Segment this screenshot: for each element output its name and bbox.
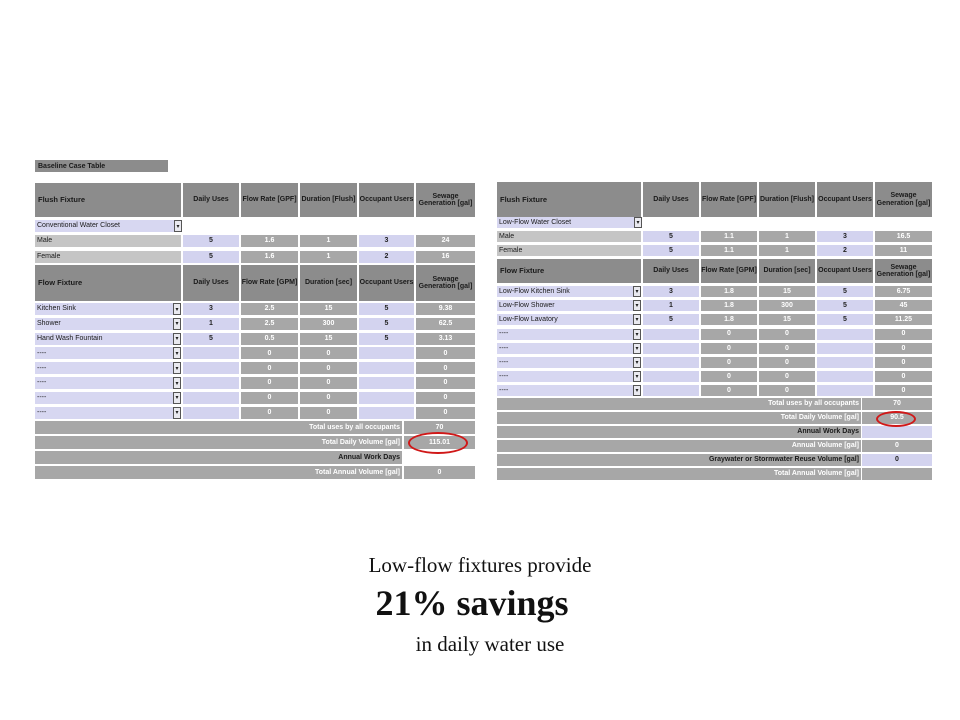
totals-value xyxy=(862,468,932,480)
flow-row-daily-uses[interactable]: 3 xyxy=(643,286,699,297)
flush-row-flow-rate: 1.6 xyxy=(241,235,298,247)
flow-fixture-select[interactable]: ---- xyxy=(35,392,173,404)
flow-row-duration: 15 xyxy=(300,333,357,345)
flow-row-daily-uses[interactable]: 1 xyxy=(643,300,699,311)
flow-row-daily-uses[interactable] xyxy=(183,377,239,389)
flow-fixture-select[interactable]: ---- xyxy=(35,377,173,389)
flow-fixture-dropdown-icon[interactable]: ▾ xyxy=(173,333,181,345)
flow-row-occupant-users[interactable] xyxy=(817,343,873,354)
flow-fixture-dropdown-icon[interactable]: ▾ xyxy=(173,407,181,419)
flow-fixture-select[interactable]: Low-Flow Kitchen Sink xyxy=(497,286,633,297)
flush-row-daily-uses[interactable]: 5 xyxy=(183,251,239,263)
flow-row-sewage: 0 xyxy=(875,343,932,354)
flow-row-sewage: 0 xyxy=(416,392,475,404)
flow-row-sewage: 0 xyxy=(875,385,932,396)
flow-fixture-select[interactable]: Kitchen Sink xyxy=(35,303,173,315)
flow-rate-gpm-header: Flow Rate [GPM] xyxy=(241,265,298,301)
totals-value[interactable]: 0 xyxy=(862,454,932,466)
flush-row-daily-uses[interactable]: 5 xyxy=(183,235,239,247)
flow-row-duration: 0 xyxy=(759,371,815,382)
flush-fixture-header: Flush Fixture xyxy=(35,183,181,217)
flow-fixture-dropdown-icon[interactable]: ▾ xyxy=(173,318,181,330)
flow-duration-header: Duration [sec] xyxy=(300,265,357,301)
flow-row-sewage: 0 xyxy=(416,362,475,374)
flow-row-occupant-users[interactable]: 5 xyxy=(359,303,414,315)
flow-row-duration: 0 xyxy=(759,385,815,396)
totals-value: 0 xyxy=(862,440,932,452)
flow-row-daily-uses[interactable]: 5 xyxy=(643,314,699,325)
flush-row-flow-rate: 1.1 xyxy=(701,231,757,242)
flow-sewage-generation-header: Sewage Generation [gal] xyxy=(416,265,475,301)
flow-row-duration: 0 xyxy=(300,377,357,389)
flow-row-occupant-users[interactable] xyxy=(359,347,414,359)
low-flow-daily-volume-highlight xyxy=(876,411,916,427)
flow-rate-gpm-header: Flow Rate [GPM] xyxy=(701,259,757,283)
flush-row-sewage: 11 xyxy=(875,245,932,256)
flush-fixture-select[interactable]: Conventional Water Closet xyxy=(35,220,174,232)
flow-row-occupant-users[interactable] xyxy=(817,385,873,396)
flush-row-label: Male xyxy=(35,235,181,247)
flow-row-flow-rate: 0 xyxy=(241,362,298,374)
flow-fixture-dropdown-icon[interactable]: ▾ xyxy=(633,385,641,396)
flush-row-occupant-users[interactable]: 3 xyxy=(359,235,414,247)
baseline-daily-volume-highlight xyxy=(408,432,468,454)
flow-row-flow-rate: 2.5 xyxy=(241,303,298,315)
flush-fixture-dropdown-icon[interactable]: ▾ xyxy=(634,217,642,228)
caption-savings: 21% savings xyxy=(375,583,569,623)
flush-row-daily-uses[interactable]: 5 xyxy=(643,231,699,242)
flow-fixture-select[interactable]: Hand Wash Fountain xyxy=(35,333,173,345)
flow-row-daily-uses[interactable] xyxy=(643,357,699,368)
flow-fixture-dropdown-icon[interactable]: ▾ xyxy=(633,343,641,354)
flush-row-occupant-users[interactable]: 2 xyxy=(817,245,873,256)
flow-fixture-select[interactable]: ---- xyxy=(35,362,173,374)
flush-row-sewage: 24 xyxy=(416,235,475,247)
flush-row-occupant-users[interactable]: 3 xyxy=(817,231,873,242)
totals-value: 90.5 xyxy=(862,412,932,424)
baseline-table-title: Baseline Case Table xyxy=(38,162,106,170)
daily-uses-header: Daily Uses xyxy=(183,183,239,217)
flow-sewage-generation-header: Sewage Generation [gal] xyxy=(875,259,932,283)
totals-value: 0 xyxy=(404,466,475,479)
flow-row-flow-rate: 2.5 xyxy=(241,318,298,330)
totals-label: Annual Volume [gal] xyxy=(497,440,861,452)
duration-header: Duration [Flush] xyxy=(759,182,815,217)
flow-row-sewage: 62.5 xyxy=(416,318,475,330)
flow-row-duration: 0 xyxy=(759,357,815,368)
totals-label: Total uses by all occupants xyxy=(497,398,861,410)
flow-row-occupant-users[interactable] xyxy=(817,371,873,382)
flow-row-daily-uses[interactable] xyxy=(643,385,699,396)
flow-row-flow-rate: 0 xyxy=(701,343,757,354)
flow-fixture-select[interactable]: ---- xyxy=(35,347,173,359)
flow-fixture-select[interactable]: ---- xyxy=(497,385,633,396)
flow-row-daily-uses[interactable] xyxy=(183,407,239,419)
occupant-users-header: Occupant Users xyxy=(359,183,414,217)
flow-row-daily-uses[interactable] xyxy=(643,329,699,340)
totals-label: Total uses by all occupants xyxy=(35,421,402,434)
flush-row-duration: 1 xyxy=(300,235,357,247)
flow-row-sewage: 6.75 xyxy=(875,286,932,297)
flow-row-duration: 300 xyxy=(759,300,815,311)
flow-row-occupant-users[interactable]: 5 xyxy=(817,314,873,325)
flow-fixture-dropdown-icon[interactable]: ▾ xyxy=(633,329,641,340)
flow-row-occupant-users[interactable] xyxy=(359,377,414,389)
flow-row-flow-rate: 0 xyxy=(241,407,298,419)
flow-fixture-header: Flow Fixture xyxy=(497,259,641,283)
flush-row-label: Female xyxy=(497,245,641,256)
flush-row-flow-rate: 1.1 xyxy=(701,245,757,256)
flow-row-daily-uses[interactable]: 1 xyxy=(183,318,239,330)
flush-fixture-select[interactable]: Low-Flow Water Closet xyxy=(497,217,634,228)
flow-daily-uses-header: Daily Uses xyxy=(643,259,699,283)
flow-row-duration: 0 xyxy=(300,392,357,404)
flow-row-sewage: 0 xyxy=(875,329,932,340)
totals-label: Total Annual Volume [gal] xyxy=(497,468,861,480)
flow-row-flow-rate: 1.8 xyxy=(701,314,757,325)
duration-header: Duration [Flush] xyxy=(300,183,357,217)
flow-fixture-dropdown-icon[interactable]: ▾ xyxy=(173,347,181,359)
flow-duration-header: Duration [sec] xyxy=(759,259,815,283)
flush-row-daily-uses[interactable]: 5 xyxy=(643,245,699,256)
flow-fixture-dropdown-icon[interactable]: ▾ xyxy=(633,286,641,297)
flow-row-flow-rate: 0 xyxy=(701,385,757,396)
totals-label: Annual Work Days xyxy=(497,426,861,438)
totals-value[interactable] xyxy=(862,426,932,438)
flow-row-daily-uses[interactable] xyxy=(643,371,699,382)
flow-daily-uses-header: Daily Uses xyxy=(183,265,239,301)
flow-fixture-dropdown-icon[interactable]: ▾ xyxy=(173,377,181,389)
flow-fixture-dropdown-icon[interactable]: ▾ xyxy=(633,300,641,311)
flow-occupant-users-header: Occupant Users xyxy=(359,265,414,301)
flow-row-daily-uses[interactable]: 3 xyxy=(183,303,239,315)
flow-row-flow-rate: 1.8 xyxy=(701,300,757,311)
occupant-users-header: Occupant Users xyxy=(817,182,873,217)
flow-row-occupant-users[interactable]: 5 xyxy=(817,286,873,297)
flow-row-daily-uses[interactable] xyxy=(183,392,239,404)
flow-row-occupant-users[interactable]: 5 xyxy=(817,300,873,311)
flush-fixture-header: Flush Fixture xyxy=(497,182,641,217)
flow-row-flow-rate: 1.8 xyxy=(701,286,757,297)
flush-row-duration: 1 xyxy=(759,245,815,256)
flush-row-sewage: 16.5 xyxy=(875,231,932,242)
flow-fixture-select[interactable]: ---- xyxy=(497,357,633,368)
flow-fixture-select[interactable]: Shower xyxy=(35,318,173,330)
totals-label: Graywater or Stormwater Reuse Volume [gal] xyxy=(497,454,861,466)
flow-row-duration: 0 xyxy=(759,343,815,354)
flow-row-sewage: 11.25 xyxy=(875,314,932,325)
flush-fixture-dropdown-icon[interactable]: ▾ xyxy=(174,220,182,232)
flow-row-flow-rate: 0 xyxy=(701,329,757,340)
flow-row-occupant-users[interactable] xyxy=(359,407,414,419)
flow-rate-header: Flow Rate [GPF] xyxy=(241,183,298,217)
flow-row-sewage: 0 xyxy=(416,347,475,359)
totals-value: 70 xyxy=(404,421,475,434)
totals-label: Total Annual Volume [gal] xyxy=(35,466,402,479)
flush-row-label: Male xyxy=(497,231,641,242)
flow-fixture-dropdown-icon[interactable]: ▾ xyxy=(633,314,641,325)
flow-row-duration: 0 xyxy=(300,407,357,419)
flow-row-duration: 300 xyxy=(300,318,357,330)
flow-fixture-dropdown-icon[interactable]: ▾ xyxy=(173,303,181,315)
flush-row-occupant-users[interactable]: 2 xyxy=(359,251,414,263)
flow-row-flow-rate: 0 xyxy=(701,357,757,368)
totals-label: Total Daily Volume [gal] xyxy=(497,412,861,424)
flow-occupant-users-header: Occupant Users xyxy=(817,259,873,283)
sewage-generation-header: Sewage Generation [gal] xyxy=(416,183,475,217)
caption-line-3: in daily water use xyxy=(415,632,565,656)
flow-row-flow-rate: 0 xyxy=(701,371,757,382)
flow-row-sewage: 45 xyxy=(875,300,932,311)
flow-row-occupant-users[interactable] xyxy=(359,362,414,374)
flow-row-flow-rate: 0 xyxy=(241,377,298,389)
flow-fixture-dropdown-icon[interactable]: ▾ xyxy=(173,362,181,374)
flow-fixture-dropdown-icon[interactable]: ▾ xyxy=(633,371,641,382)
flow-row-daily-uses[interactable] xyxy=(183,362,239,374)
flow-fixture-select[interactable]: ---- xyxy=(35,407,173,419)
flow-rate-header: Flow Rate [GPF] xyxy=(701,182,757,217)
flow-row-duration: 0 xyxy=(300,362,357,374)
flush-row-duration: 1 xyxy=(300,251,357,263)
flow-row-occupant-users[interactable] xyxy=(817,357,873,368)
flow-row-daily-uses[interactable]: 5 xyxy=(183,333,239,345)
flow-row-duration: 0 xyxy=(759,329,815,340)
flow-row-daily-uses[interactable] xyxy=(183,347,239,359)
flow-row-sewage: 0 xyxy=(875,371,932,382)
flow-fixture-select[interactable]: ---- xyxy=(497,329,633,340)
flush-row-duration: 1 xyxy=(759,231,815,242)
totals-label: Total Daily Volume [gal] xyxy=(35,436,402,449)
totals-label: Annual Work Days xyxy=(35,451,402,464)
sewage-generation-header: Sewage Generation [gal] xyxy=(875,182,932,217)
daily-uses-header: Daily Uses xyxy=(643,182,699,217)
flow-row-occupant-users[interactable] xyxy=(817,329,873,340)
flow-row-duration: 0 xyxy=(300,347,357,359)
flow-row-occupant-users[interactable] xyxy=(359,392,414,404)
flow-row-flow-rate: 0 xyxy=(241,392,298,404)
caption-line-1: Low-flow fixtures provide xyxy=(368,553,592,577)
flow-row-sewage: 0 xyxy=(416,407,475,419)
flow-row-sewage: 3.13 xyxy=(416,333,475,345)
flow-fixture-header: Flow Fixture xyxy=(35,265,181,301)
flow-fixture-select[interactable]: ---- xyxy=(497,343,633,354)
flow-row-occupant-users[interactable]: 5 xyxy=(359,333,414,345)
flow-row-flow-rate: 0 xyxy=(241,347,298,359)
flow-row-daily-uses[interactable] xyxy=(643,343,699,354)
flow-row-duration: 15 xyxy=(759,314,815,325)
flow-fixture-select[interactable]: Low-Flow Lavatory xyxy=(497,314,633,325)
flow-row-duration: 15 xyxy=(300,303,357,315)
flow-fixture-dropdown-icon[interactable]: ▾ xyxy=(633,357,641,368)
flow-row-sewage: 0 xyxy=(875,357,932,368)
totals-value: 115.01 xyxy=(404,436,475,449)
totals-value: 70 xyxy=(862,398,932,410)
flush-row-label: Female xyxy=(35,251,181,263)
flow-row-occupant-users[interactable]: 5 xyxy=(359,318,414,330)
baseline-table-title-box xyxy=(35,160,168,172)
flow-row-sewage: 9.38 xyxy=(416,303,475,315)
flow-fixture-select[interactable]: Low-Flow Shower xyxy=(497,300,633,311)
flow-row-duration: 15 xyxy=(759,286,815,297)
flow-row-flow-rate: 0.5 xyxy=(241,333,298,345)
flush-row-flow-rate: 1.6 xyxy=(241,251,298,263)
flush-row-sewage: 16 xyxy=(416,251,475,263)
flow-fixture-dropdown-icon[interactable]: ▾ xyxy=(173,392,181,404)
flow-fixture-select[interactable]: ---- xyxy=(497,371,633,382)
flow-row-sewage: 0 xyxy=(416,377,475,389)
